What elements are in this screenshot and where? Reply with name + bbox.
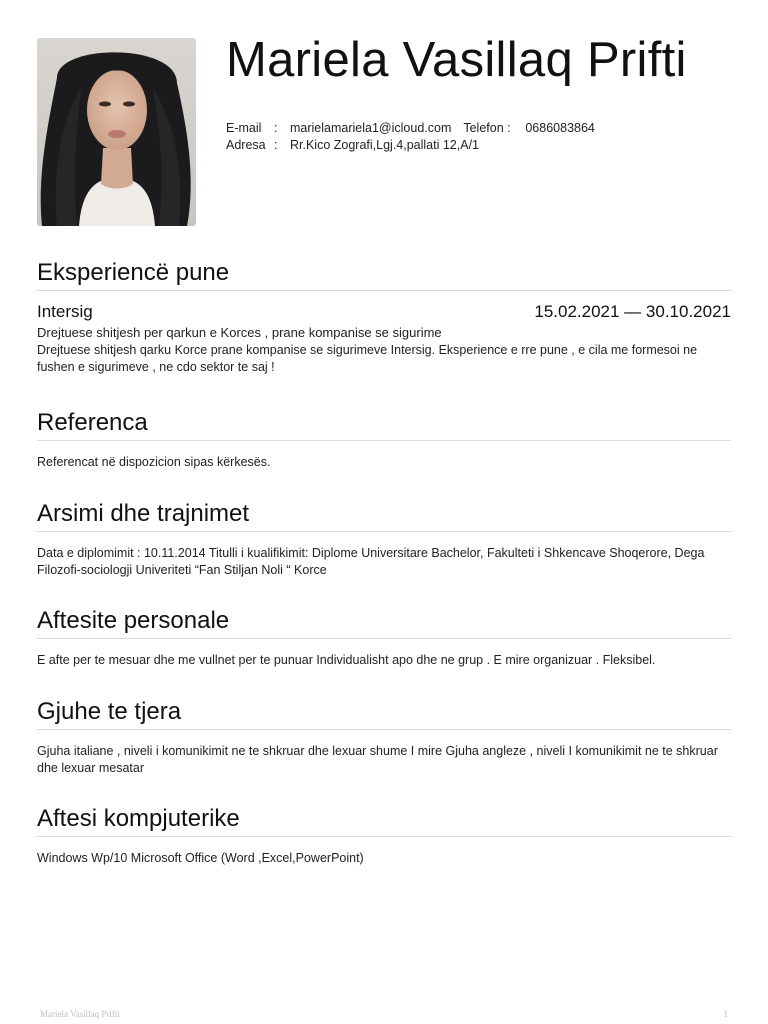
email-value[interactable]: marielamariela1@icloud.com: [290, 121, 452, 135]
address-colon: :: [274, 138, 278, 152]
portrait-image: [37, 38, 196, 226]
languages-section: [37, 697, 731, 776]
page-number: 1: [723, 1009, 728, 1019]
experience-section: [37, 258, 731, 375]
computer-section: [37, 804, 731, 867]
footer-name: Mariela Vasillaq Prifti: [40, 1009, 120, 1019]
job-company: Intersig: [37, 302, 93, 321]
section-title-experience: Eksperiencë pune: [37, 258, 731, 291]
computer-text: Windows Wp/10 Microsoft Office (Word ,Excel,PowerPoint): [37, 851, 364, 865]
section-title-references: Referenca: [37, 408, 731, 441]
skills-section: [37, 606, 731, 669]
job-header: [37, 301, 731, 323]
section-title-skills: Aftesite personale: [37, 606, 731, 639]
address-label: Adresa: [226, 138, 266, 152]
section-title-computer: Aftesi kompjuterike: [37, 804, 731, 837]
languages-text: Gjuha italiane , niveli i komunikimit ne te shkruar dhe lexuar shume I mire Gjuha angleze , niveli I komunikimit ne te shkruar dhe lexuar mesatar: [37, 744, 718, 775]
job-role: Drejtuese shitjesh per qarkun e Korces , prane kompanise se sigurime: [37, 325, 442, 340]
email-colon: :: [274, 121, 278, 135]
address-value: Rr.Kico Zografi,Lgj.4,pallati 12,A/1: [290, 138, 479, 152]
references-section: [37, 408, 731, 471]
email-label: E-mail: [226, 121, 262, 135]
education-text: Data e diplomimit : 10.11.2014 Titulli i kualifikimit: Diplome Universitare Bachelor, Fakulteti i Shkencave Shoqerore, Dega Filozofi-sociologji Univeriteti “Fan Stiljan Noli “ Korce: [37, 546, 705, 577]
profile-photo: [37, 38, 196, 226]
contact-block: [226, 120, 595, 154]
section-title-languages: Gjuhe te tjera: [37, 697, 731, 730]
phone-label: Telefon :: [463, 121, 511, 135]
contact-row-address: [226, 137, 595, 154]
phone-value[interactable]: 0686083864: [525, 121, 595, 135]
job-description: Drejtuese shitjesh qarku Korce prane kompanise se sigurimeve Intersig. Eksperience e rre pune , e cila me formesoi ne fushen e sigurimeve , ne cdo sektor te saj !: [37, 343, 698, 374]
job-dates: 15.02.2021 — 30.10.2021: [534, 302, 731, 321]
candidate-name: Mariela Vasillaq Prifti: [226, 33, 687, 87]
section-title-education: Arsimi dhe trajnimet: [37, 499, 731, 532]
skills-text: E afte per te mesuar dhe me vullnet per te punuar Individualisht apo dhe ne grup . E mire organizuar . Fleksibel.: [37, 653, 656, 667]
contact-row-email: [226, 120, 595, 137]
references-text: Referencat në dispozicion sipas kërkesës.: [37, 455, 271, 469]
education-section: [37, 499, 731, 578]
